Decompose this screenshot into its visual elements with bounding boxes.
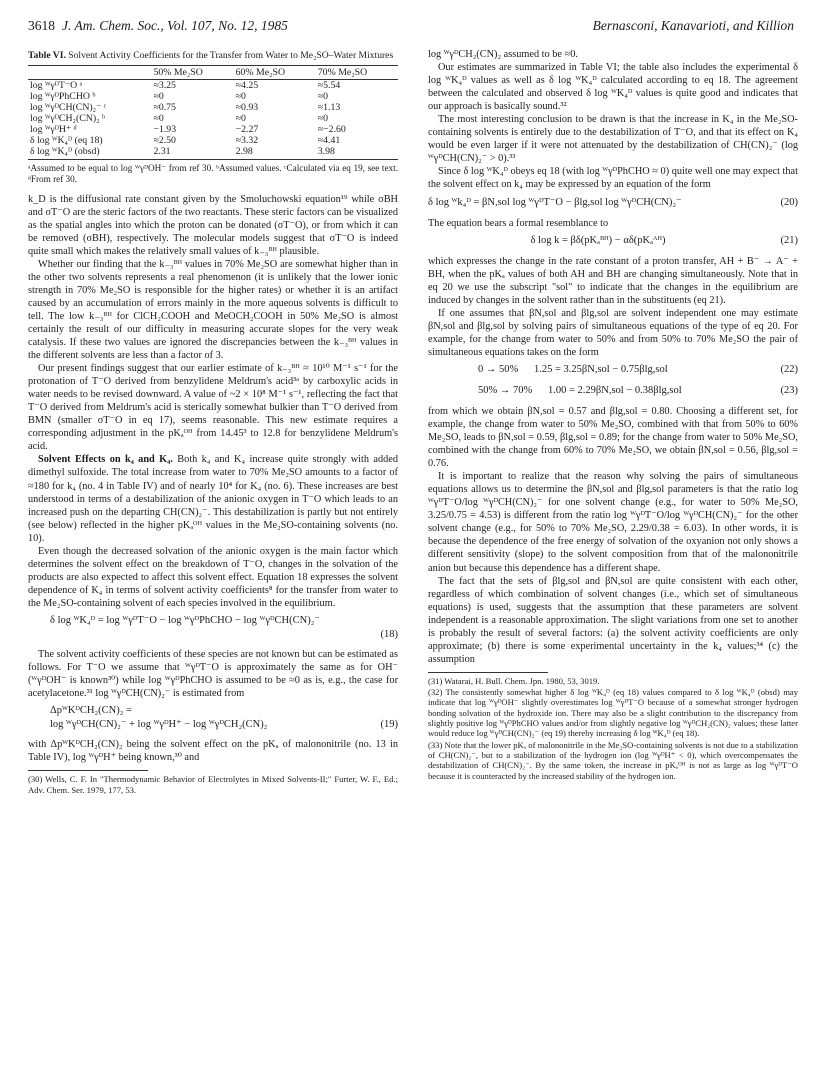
cell-70: ≈−2.60 [317,123,346,135]
paragraph: Even though the decreased solvation of the anionic oxygen is the main factor which determines the solvent effect on the breakdown of T⁻O, changes in the solvation of the products are also expected to affect this solvent effect. Equation 18 expresses the solvent dependence of K₄ in terms of solvent activity coefficients⁸ for the transfer from water to the Me₂SO-containing solvent of each species involved in the equilibrium. [28,545,398,609]
paragraph: Whether our finding that the k₋₃ᴮᴴ values in 70% Me₂SO are somewhat higher than in the other two solvents represents a real phenomenon (it is unlikely that the lower ionic strength in 70% Me₂SO is responsible for the higher rates) or whether it is an artifact caused by an accumulation of errors mainly in the more aqueous solvents is difficult to tell. The low k₋₃ᴮᴴ for ClCH₂COOH and MeOCH₂COOH in 50% Me₂SO is almost certainly the result of our difficulty in measuring accurate slopes for the very weak catalysis. If these two values are ignored the discrepancies between the k₋₃ᴮᴴ values in the different solvents are less than a factor of 3. [28,258,398,362]
paragraph: If one assumes that βN,sol and βlg,sol are solvent independent one may estimate βN,sol and βlg,sol by solving pairs of simultaneous equations of the type of eq 20. For example, for the change from water to 50% and from 50% to 70% Me₂SO the pair of simultaneous equations takes on the form [428,307,798,358]
equation-number: (19) [380,719,398,731]
section-run-in-heading: Solvent Effects on k₄ and K₄. [38,454,173,466]
equation-body: ΔpᵂKᴰCH₂(CN)₂ = [50,705,132,717]
equation-number: (23) [780,384,798,396]
table-header-row [28,65,398,79]
cell-60: −2.27 [235,123,259,135]
table-row [28,113,398,124]
table-label: Table VI. [28,50,66,61]
cell-70: ≈0 [317,112,329,124]
paragraph: It is important to realize that the reason why solving the pairs of simultaneous equations allows us to determine the βN,sol and βlg,sol parameters is that the ratio log ᵂγᴰT⁻O/log ᵂγᴰCH(CN)₂⁻ for one solvent change (e.g., for water to 50% Me₂SO, 3.25/0.75 = 4.53) is different from the ratio log ᵂγᴰT⁻O/log ᵂγᴰCH(CN)₂⁻ for the other solvent change (e.g., for 50% to 70% Me₂SO, 2.29/0.38 = 6.03). In other words, it is because the dependence of the free energy of solvation of the oxyanion not only shows a different sensitivity (slope) to the solvent composition from that of the malononitrile anion but because this dependence has a different shape. [428,471,798,574]
cell-60: ≈0.93 [235,101,259,113]
equation-18 [28,614,398,644]
cell-50: ≈0 [153,112,164,124]
paragraph: log ᵂγᴰCH₂(CN)₂ assumed to be ≈0. [428,49,578,60]
equation-19 [28,704,398,734]
left-column [28,50,398,796]
equation-body: 50% → 70% 1.00 = 2.29βN,sol − 0.38βlg,sol [478,384,682,396]
cell-70: ≈4.41 [317,134,341,146]
equation-number: (18) [380,629,398,640]
row-label: δ log ᵂK₄ᴰ (obsd) [28,146,151,160]
table-row [28,91,398,102]
equation-number: (21) [780,234,798,246]
paragraph: Since δ log ᵂK₄ᴰ obeys eq 18 (with log ᵂγᴰPhCHO ≈ 0) quite well one may expect that the solvent effect on k₄ may be expressed by an equation of the form [428,166,798,191]
footnote-33: (33) Note that the lower pKₐ of malononitrile in the Me₂SO-containing solvents is not due to a stabilization of CH(CN)₂⁻, but to a stabilization of the hydrogen ion (log ᵂγᴰH⁺ < 0), which overcompensates the destabilization of CH(CN)₂⁻. By the same token, the increase in pKₐᴼᴴ is not as large as log ᵂγᴰT⁻O because it is counteracted by the increased stability of the hydrogen ion. [428,739,798,781]
row-label: log ᵂγᴰCH₂(CN)₂ ᵇ [30,112,105,124]
row-label: log ᵂγᴰCH(CN)₂⁻ ᶜ [30,101,107,113]
table-header-cell: 70% Me₂SO [316,65,398,79]
table-header-cell: 60% Me₂SO [234,65,316,79]
cell-60: ≈3.32 [235,134,259,146]
table-row [28,102,398,113]
running-header [28,18,794,40]
cell-70: 3.98 [316,146,398,160]
table-row [28,135,398,146]
footnote-32: (32) The consistently somewhat higher δ log ᵂK₄ᴰ (eq 18) values compared to δ log ᵂK₄ᴰ (obsd) may indicate that log ᵂγᴰOH⁻ slightly overestimates log ᵂγᴰT⁻O because of a somewhat stronger hydrogen bonding solvation of the hydroxide ion. There may also be a slight contribution to the discrepancy from slightly positive log ᵂγᴰPhCHO values and/or from slightly negative log ᵂγᴰCH₂(CN)₂ values; these latter would reduce log ᵂγᴰCH(CN)₂⁻ (eq 19) thereby increasing δ log ᵂK₄ᴰ (eq 18). [428,687,798,739]
journal-citation: J. Am. Chem. Soc., Vol. 107, No. 12, 1985 [62,18,288,33]
table-header-cell [28,65,151,79]
activity-coefficient-table [28,65,398,160]
paragraph: Our present findings suggest that our earlier estimate of k₋₃ᴮᴴ ≈ 10¹⁰ M⁻¹ s⁻¹ for the protonation of T⁻O derived from benzylidene Meldrum's acid³ᵃ by carboxylic acids in water needs to be revised downward. A value of ~2 × 10⁸ M⁻¹ s⁻¹, reflecting the fact that T⁻O derived from Meldrum's acid is sterically somewhat bulkier than T⁻O derived from BMN (smaller σT⁻O in eq 17), seems reasonable. This new estimate requires a corresponding adjustment in the pKₐᴼᴴ from 14.45³ to 12.8 for benzylidene Meldrum's acid. [28,363,398,453]
table-caption [28,50,398,62]
table-row [28,146,398,160]
running-authors: Bernasconi, Kanavarioti, and Killion [592,18,794,33]
row-label: log ᵂγᴰH⁺ ᵈ [30,123,77,135]
table-footnotes: ᵃAssumed to be equal to log ᵂγᴰOH⁻ from ref 30. ᵇAssumed values. ᶜCalculated via eq 19, see text. ᵈFrom ref 30. [28,162,398,184]
table-row [28,79,398,91]
cell-70: ≈0 [317,90,329,102]
paragraph: k_D is the diffusional rate constant given by the Smoluchowski equation¹⁹ while σBH and σT⁻O are the steric factors of the two reactants. These steric factors can be visualized as the spatial angles into which the proton can be donated (σT⁻O), or from which it can be removed (σBH), respectively. The molecular models suggest that σT⁻O is indeed quite small which makes the relatively small values of k₋₃ᴮᴴ plausible. [28,193,398,257]
paragraph-text: Both k₄ and K₄ increase quite strongly with added dimethyl sulfoxide. The total increase from water to 70% Me₂SO amounts to a factor of ≈180 for k₄ (no. 4 in Table IV) and of nearly 10⁴ for K₄ (no. 6). These increases are best understood in terms of a destabilization of the anionic oxygen in T⁻O which leads to an increased push on the departing CH(CN)₂⁻. This destabilization is partly but not entirely (see below) reflected in the higher pKₐᴼᴴ values in the Me₂SO-containing solvents (no. 10). [28,454,398,544]
paragraph: The most interesting conclusion to be drawn is that the increase in K₄ in the Me₂SO-containing solvents is entirely due to the destabilization of T⁻O, and that its effect on K₄ would be even larger if it were not attenuated by the destabilization of CH(CN)₂⁻ (log ᵂγᴰCH(CN)₂⁻ > 0).³³ [428,114,798,165]
equation-23 [428,384,798,401]
table-title: Solvent Activity Coefficients for the Transfer from Water to Me₂SO–Water Mixtures [68,50,394,61]
equation-number: (22) [780,363,798,375]
right-column [428,48,798,782]
paragraph: from which we obtain βN,sol = 0.57 and βlg,sol = 0.80. Choosing a different set, for example, the change from water to 50% Me₂SO, combined with that from 50% to 60% Me₂SO, leads to βN,sol = 0.59, βlg,sol = 0.89; for the change from water to 50% Me₂SO, combined with the change from 60% to 70% Me₂SO, we obtain βN,sol = 0.56, βlg,sol = 0.76. [428,405,798,470]
equation-22 [428,363,798,380]
paragraph: which expresses the change in the rate constant of a proton transfer, AH + B⁻ → A⁻ + BH, when the pKₐ values of both AH and BH are changing simultaneously. Note that in eq 20 we use the subscript "sol" to indicate that the changes in the equilibrium are induced by changes in the solvent rather than in the substituents (eq 21). [428,255,798,306]
page-number: 3618 [28,18,55,33]
cell-60: ≈4.25 [235,79,259,91]
row-label: δ log ᵂK₄ᴰ (eq 18) [30,134,103,146]
equation-21 [428,234,798,251]
cell-50: ≈0.75 [153,101,176,113]
paragraph: The solvent activity coefficients of these species are not known but can be estimated as follows. For T⁻O we assume that ᵂγᴰT⁻O is approximately the same as for OH⁻ (ᵂγᴰOH⁻ is known³⁰) while log ᵂγᴰPhCHO is assumed to be ≈0 as is, e.g., the case for acetylacetone.³¹ log ᵂγᴰCH(CN)₂⁻ is estimated from [28,649,398,700]
equation-body: 0 → 50% 1.25 = 3.25βN,sol − 0.75βlg,sol [478,363,668,375]
cell-70: ≈1.13 [317,101,341,113]
equation-body: δ log ᵂK₄ᴰ = log ᵂγᴰT⁻O − log ᵂγᴰPhCHO − log ᵂγᴰCH(CN)₂⁻ [50,615,320,626]
cell-60: ≈0 [235,90,246,102]
equation-body-continued: log ᵂγᴰCH(CN)₂⁻ + log ᵂγᴰH⁺ − log ᵂγᴰCH₂(CN)₂ [50,719,268,731]
cell-50: −1.93 [153,123,177,135]
cell-50: 2.31 [151,146,233,160]
cell-70: ≈5.54 [317,79,341,91]
paragraph: with ΔpᵂKᴰCH₂(CN)₂ being the solvent effect on the pKₐ of malononitrile (no. 13 in Table IV), log ᵂγᴰH⁺ being known,³⁰ and [28,739,398,764]
footnote-31: (31) Watarai, H. Bull. Chem. Jpn. 1980, 53, 3019. [428,675,600,686]
equation-20 [428,196,798,213]
cell-60: 2.98 [234,146,316,160]
footnote-divider [428,672,548,673]
footnote-divider [28,770,148,771]
paragraph: Our estimates are summarized in Table VI; the table also includes the experimental δ log ᵂK₄ᴰ values as well as δ log ᵂK₄ᴰ calculated according to eq 18. The agreement between the calculated and observed δ log ᵂK₄ᴰ values is quite good and indicates that our approach is basically sound.³² [428,62,798,113]
footnote-30: (30) Wells, C. F. In "Thermodynamic Behavior of Electrolytes in Mixed Solvents-II;" Furter, W. F., Ed.; Adv. Chem. Ser. 1979, 177, 53. [28,774,398,795]
cell-50: ≈2.50 [153,134,176,146]
table-header-cell: 50% Me₂SO [151,65,233,79]
paragraph [28,453,398,544]
row-label: log ᵂγᴰPhCHO ᵇ [30,90,96,102]
equation-number: (20) [780,196,798,208]
table-row [28,124,398,135]
cell-60: ≈0 [235,112,246,124]
row-label: log ᵂγᴰT⁻O ᵃ [30,79,83,91]
cell-50: ≈3.25 [153,79,176,91]
paragraph: The fact that the sets of βlg,sol and βN,sol are quite consistent with each other, regardless of which combination of solvent changes (i.e., which set of simultaneous equations) is used, suggests that the assumption that these parameters are solvent independent is a reasonable approximation. The slight variations from one set to another is probably the result of several factors: (a) the solvent activity coefficients are only approximate; (b) there is some experimental uncertainty in the k₄ values;³⁴ (c) the assumption [428,575,798,665]
equation-body: δ log ᵂk₄ᴰ = βN,sol log ᵂγᴰT⁻O − βlg,sol log ᵂγᴰCH(CN)₂⁻ [428,196,682,208]
paragraph: The equation bears a formal resemblance to [428,217,609,229]
cell-50: ≈0 [153,90,164,102]
equation-body: δ log k = βδ(pKₐᴮᴴ) − αδ(pKₐᴬᴴ) [530,234,666,246]
